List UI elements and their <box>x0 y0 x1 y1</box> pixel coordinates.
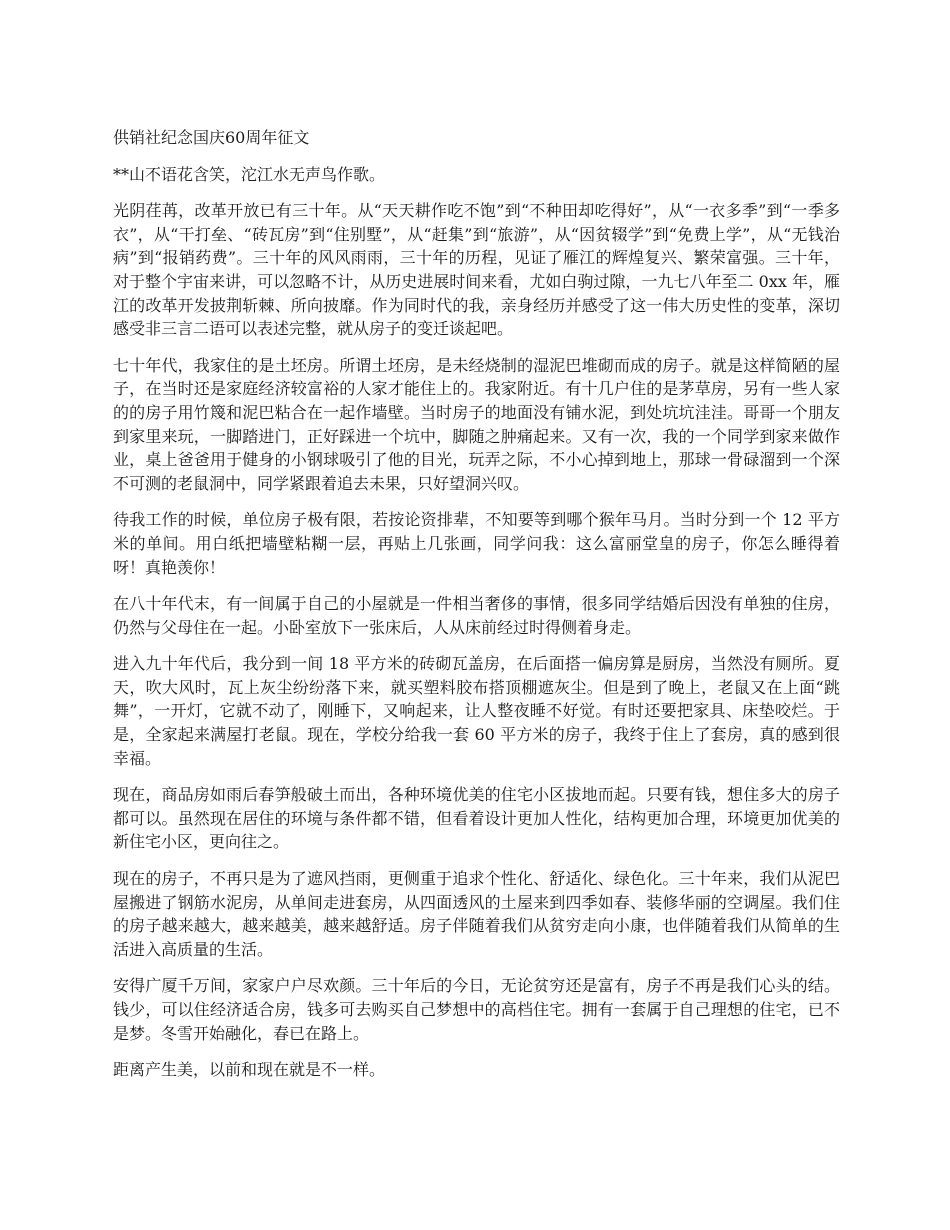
paragraph-late-eighties: 在八十年代末，有一间属于自己的小屋就是一件相当奢侈的事情，很多同学结婚后因没有单独的住房，仍然与父母住在一起。小卧室放下一张床后，人从床前经过时得侧着身走。 <box>113 594 840 637</box>
paragraph-seventies: 七十年代，我家住的是土坯房。所谓土坯房，是未经烧制的湿泥巴堆砌而成的房子。就是这样简陋的屋子，在当时还是家庭经济较富裕的人家才能住上的。我家附近。有十几户住的是茅草房，另有一些人家的的房子用竹篾和泥巴粘合在一起作墙壁。当时房子的地面没有铺水泥，到处坑坑洼洼。哥哥一个朋友到家里来玩，一脚踏进门，正好踩进一个坑中，脚随之肿痛起来。又有一次，我的一个同学到家来做作业，桌上爸爸用于健身的小钢球吸引了他的目光，玩弄之际，不小心掉到地上，那球一骨碌溜到一个深不可测的老鼠洞中，同学紧跟着追去未果，只好望洞兴叹。 <box>113 355 840 493</box>
paragraph-commercial-housing: 现在，商品房如雨后春笋般破土而出，各种环境优美的住宅小区拔地而起。只要有钱，想住多大的房子都可以。虽然现在居住的环境与条件都不错，但看着设计更加人性化，结构更加合理，环境更加优美的新住宅小区，更向往之。 <box>113 785 840 852</box>
paragraph-opening-verse: **山不语花含笑，沱江水无声鸟作歌。 <box>113 164 386 184</box>
document-title: 供销社纪念国庆60周年征文 <box>113 128 310 147</box>
paragraph-closing: 距离产生美，以前和现在就是不一样。 <box>113 1060 386 1080</box>
paragraph-nineties: 进入九十年代后，我分到一间 18 平方米的砖砌瓦盖房，在后面搭一偏房算是厨房，当然没有厕所。夏天，吹大风时，瓦上灰尘纷纷落下来，就买塑料胶布搭顶棚遮灰尘。但是到了晚上，老鼠又在上面“跳舞”，一开灯，它就不动了，刚睡下，又响起来，让人整夜睡不好觉。有时还要把家具、床垫咬烂。于是，全家起来满屋打老鼠。现在，学校分给我一套 60 平方米的房子，我终于住上了套房，真的感到很幸福。 <box>113 654 840 768</box>
paragraph-introduction: 光阴荏苒，改革开放已有三十年。从“天天耕作吃不饱”到“不种田却吃得好”，从“一衣多季”到“一季多衣”，从“干打垒、“砖瓦房”到“住别墅”，从“赶集”到“旅游”，从“因贫辍学”到“免费上学”，从“无钱治病”到“报销药费”。三十年的风风雨雨，三十年的历程，见证了雁江的辉煌复兴、繁荣富强。三十年，对于整个宇宙来讲，可以忽略不计，从历史进展时间来看，尤如白驹过隙，一九七八年至二 0xx 年，雁江的改革开发披荆斩棘、所向披靡。作为同时代的我，亲身经历并感受了这一伟大历史性的变革，深切感受非三言二语可以表述完整，就从房子的变迁谈起吧。 <box>113 201 840 339</box>
paragraph-thirty-years-later: 安得广厦千万间，家家户户尽欢颜。三十年后的今日，无论贫穷还是富有，房子不再是我们心头的结。钱少，可以住经济适合房，钱多可去购买自己梦想中的高档住宅。拥有一套属于自己理想的住宅，已不是梦。冬雪开始融化，春已在路上。 <box>113 976 840 1043</box>
document-body <box>113 126 840 1095</box>
paragraph-modern-homes: 现在的房子，不再只是为了遮风挡雨，更侧重于追求个性化、舒适化、绿色化。三十年来，我们从泥巴屋搬进了钢筋水泥房，从单间走进套房，从四面透风的土屋来到四季如春、装修华丽的空调屋。我们住的房子越来越大，越来越美，越来越舒适。房子伴随着我们从贫穷走向小康，也伴随着我们从简单的生活进入高质量的生活。 <box>113 869 840 959</box>
paragraph-first-job: 待我工作的时候，单位房子极有限，若按论资排辈，不知要等到哪个猴年马月。当时分到一个 12 平方米的单间。用白纸把墙壁粘糊一层，再贴上几张画，同学问我：这么富丽堂皇的房子，你怎么睡得着呀！真艳羡你！ <box>113 510 840 577</box>
